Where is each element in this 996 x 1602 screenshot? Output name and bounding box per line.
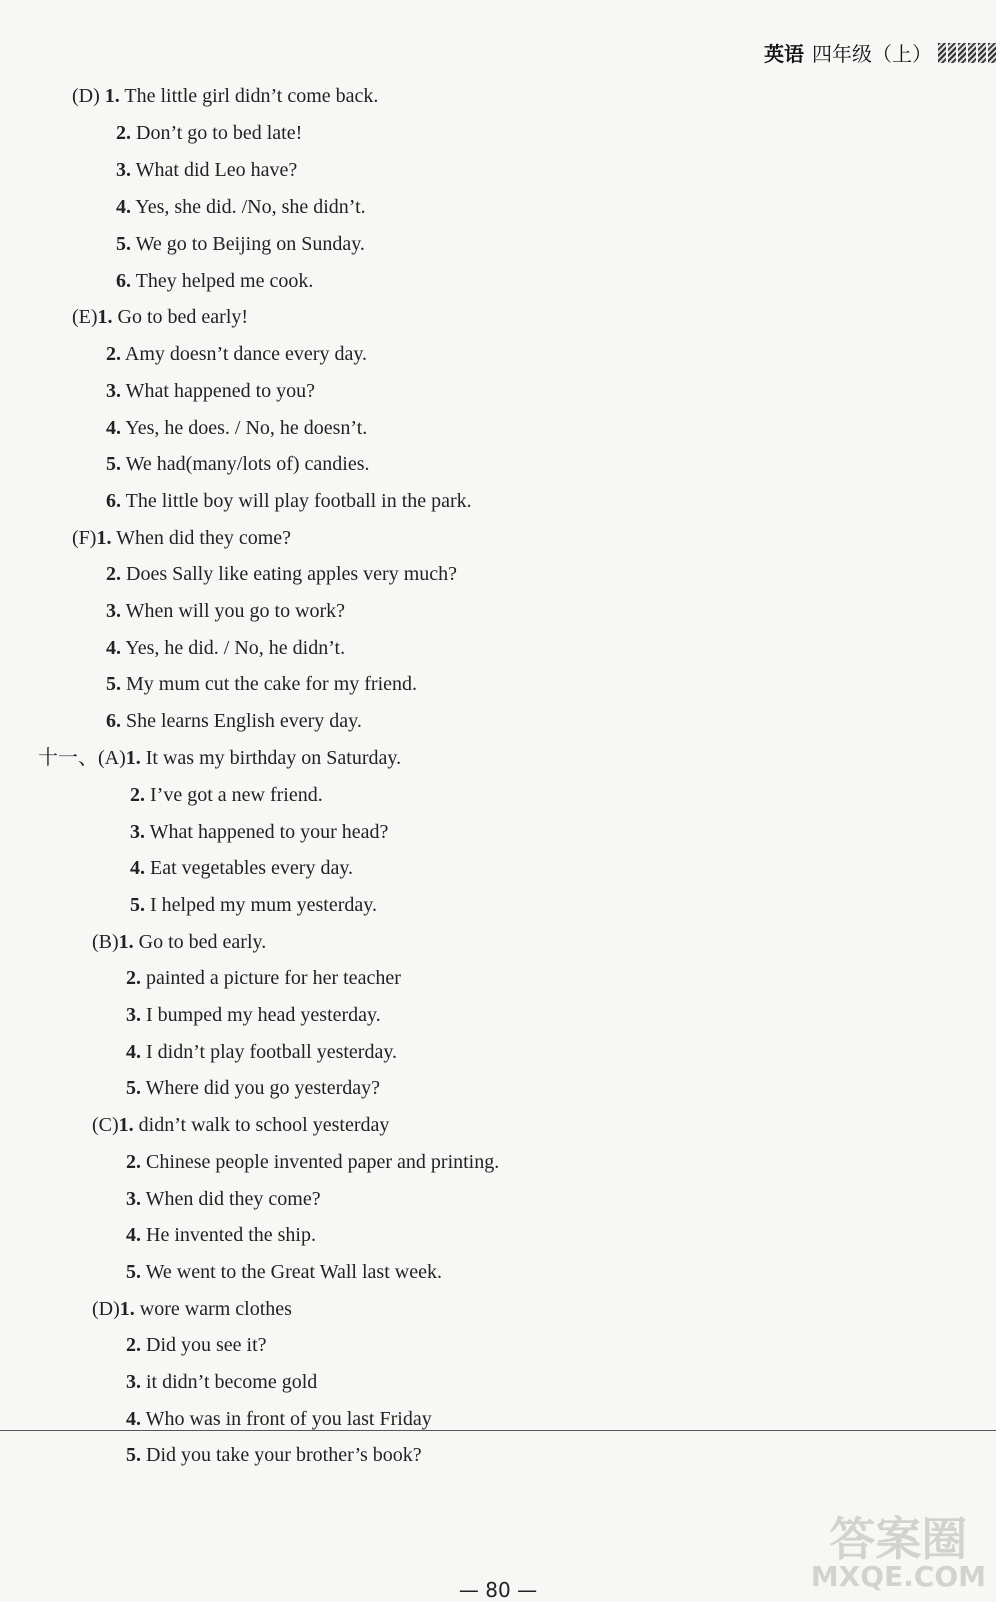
answer-line (106, 342, 367, 366)
watermark-sub: MXQE.COM (810, 1560, 986, 1593)
answer-text: Amy doesn’t dance every day. (121, 343, 368, 365)
answer-text: She learns English every day. (121, 710, 362, 732)
answer-number: 5. (126, 1261, 141, 1283)
answer-section-label: (D) (92, 1298, 120, 1320)
answer-text: It was my birthday on Saturday. (140, 747, 402, 769)
answer-number: 2. (130, 784, 145, 806)
answer-line (92, 1113, 389, 1137)
answer-number: 2. (126, 967, 141, 989)
answer-text: When did they come? (111, 527, 292, 549)
answer-number: 4. (126, 1041, 141, 1063)
answer-number: 3. (126, 1004, 141, 1026)
answer-text: When did they come? (141, 1188, 321, 1210)
answer-section-label: (D) (72, 85, 105, 107)
answer-text: What happened to your head? (145, 821, 389, 843)
answer-line (126, 1260, 442, 1284)
answer-line (106, 672, 417, 696)
answer-text: I bumped my head yesterday. (141, 1004, 381, 1026)
answer-number: 1. (119, 1298, 135, 1320)
answer-line (38, 746, 401, 770)
answer-text: Yes, he does. / No, he doesn’t. (121, 417, 368, 439)
answer-number: 1. (96, 527, 112, 549)
answer-line (106, 599, 345, 623)
answer-number: 3. (116, 159, 131, 181)
answer-line (116, 121, 302, 145)
subject-label: 英语 (764, 42, 804, 66)
answer-line (116, 158, 297, 182)
answer-text: it didn’t become gold (141, 1371, 318, 1393)
answer-number: 1. (97, 306, 113, 328)
answer-number: 6. (116, 270, 131, 292)
answer-section-label: (B) (92, 931, 119, 953)
answer-number: 6. (106, 490, 121, 512)
answer-line (130, 820, 388, 844)
answer-text: Who was in front of you last Friday (141, 1408, 432, 1430)
answer-number: 1. (118, 1114, 134, 1136)
answer-line (126, 1076, 380, 1100)
answer-text: My mum cut the cake for my friend. (121, 673, 418, 695)
answer-number: 3. (130, 821, 145, 843)
answer-section-label: (F) (72, 527, 97, 549)
answer-section-label: (C) (92, 1114, 119, 1136)
answer-number: 3. (126, 1371, 141, 1393)
answer-number: 5. (116, 233, 131, 255)
answer-text: Where did you go yesterday? (141, 1077, 380, 1099)
answer-number: 3. (106, 600, 121, 622)
answer-number: 5. (106, 673, 121, 695)
answer-text: Don’t go to bed late! (131, 122, 303, 144)
answer-line (126, 1187, 321, 1211)
answer-text: Go to bed early. (133, 931, 267, 953)
answer-line (72, 526, 291, 550)
answer-line (126, 1333, 267, 1357)
answer-line (106, 709, 362, 733)
answer-text: Does Sally like eating apples very much? (121, 563, 458, 585)
answer-line (126, 1370, 317, 1394)
answer-number: 1. (118, 931, 134, 953)
answer-text: We had(many/lots of) candies. (121, 453, 370, 475)
answer-text: Yes, he did. / No, he didn’t. (121, 637, 346, 659)
answer-line (106, 416, 367, 440)
answer-line (92, 1297, 292, 1321)
answer-line (126, 1223, 316, 1247)
answer-text: What did Leo have? (131, 159, 298, 181)
answer-text: I’ve got a new friend. (145, 784, 323, 806)
page-number: — 80 — (458, 1578, 538, 1602)
answer-number: 4. (126, 1408, 141, 1430)
answer-section-label: 十一、(A) (38, 747, 126, 769)
answer-number: 4. (126, 1224, 141, 1246)
answer-line (72, 305, 248, 329)
answer-line (126, 966, 401, 990)
answer-text: Yes, she did. /No, she didn’t. (131, 196, 366, 218)
answer-text: We went to the Great Wall last week. (141, 1261, 442, 1283)
answer-text: Go to bed early! (112, 306, 249, 328)
answer-text: When will you go to work? (121, 600, 346, 622)
answer-number: 5. (126, 1444, 141, 1466)
answer-text: I helped my mum yesterday. (145, 894, 377, 916)
answer-number: 4. (116, 196, 131, 218)
answer-line (116, 232, 365, 256)
answer-number: 4. (106, 417, 121, 439)
answer-text: didn’t walk to school yesterday (133, 1114, 390, 1136)
answer-line (72, 84, 378, 108)
answer-number: 1. (104, 85, 120, 107)
answer-text: painted a picture for her teacher (141, 967, 401, 989)
answer-number: 3. (106, 380, 121, 402)
answer-section-label: (E) (72, 306, 98, 328)
answer-number: 4. (106, 637, 121, 659)
answer-line (106, 489, 472, 513)
answer-line (126, 1040, 397, 1064)
watermark-main: 答案圈 (829, 1512, 968, 1566)
answer-number: 3. (126, 1188, 141, 1210)
answer-text: Eat vegetables every day. (145, 857, 354, 879)
answer-line (116, 269, 313, 293)
answer-number: 4. (130, 857, 145, 879)
answer-text: The little girl didn’t come back. (119, 85, 379, 107)
grade-label: 四年级（上） (812, 42, 932, 66)
answer-number: 2. (126, 1151, 141, 1173)
answer-line (126, 1150, 499, 1174)
answer-line (126, 1003, 381, 1027)
answer-line (92, 930, 266, 954)
answer-number: 5. (130, 894, 145, 916)
watermark-logo (810, 1512, 986, 1593)
answer-text: Did you see it? (141, 1334, 267, 1356)
answer-number: 2. (106, 563, 121, 585)
answer-line (106, 379, 315, 403)
answer-text: He invented the ship. (141, 1224, 316, 1246)
answer-number: 2. (126, 1334, 141, 1356)
answer-text: They helped me cook. (131, 270, 314, 292)
answer-line (116, 195, 366, 219)
answer-number: 2. (116, 122, 131, 144)
page-header (764, 38, 996, 67)
answer-line (126, 1443, 422, 1467)
answer-number: 2. (106, 343, 121, 365)
answer-text: We go to Beijing on Sunday. (131, 233, 365, 255)
answer-number: 5. (106, 453, 121, 475)
answer-line (106, 452, 370, 476)
answer-line (130, 893, 377, 917)
answer-text: Did you take your brother’s book? (141, 1444, 422, 1466)
answer-text: Chinese people invented paper and printing. (141, 1151, 500, 1173)
answer-line (130, 856, 353, 880)
answer-number: 6. (106, 710, 121, 732)
answer-text: I didn’t play football yesterday. (141, 1041, 398, 1063)
horizontal-rule (0, 1430, 996, 1431)
answer-text: What happened to you? (121, 380, 316, 402)
answer-line (106, 562, 457, 586)
answer-text: wore warm clothes (134, 1298, 292, 1320)
stripe-decoration (938, 43, 996, 63)
answer-number: 5. (126, 1077, 141, 1099)
answer-text: The little boy will play football in the park. (121, 490, 472, 512)
answer-number: 1. (125, 747, 141, 769)
answer-line (126, 1407, 432, 1431)
answer-line (106, 636, 345, 660)
answer-line (130, 783, 323, 807)
